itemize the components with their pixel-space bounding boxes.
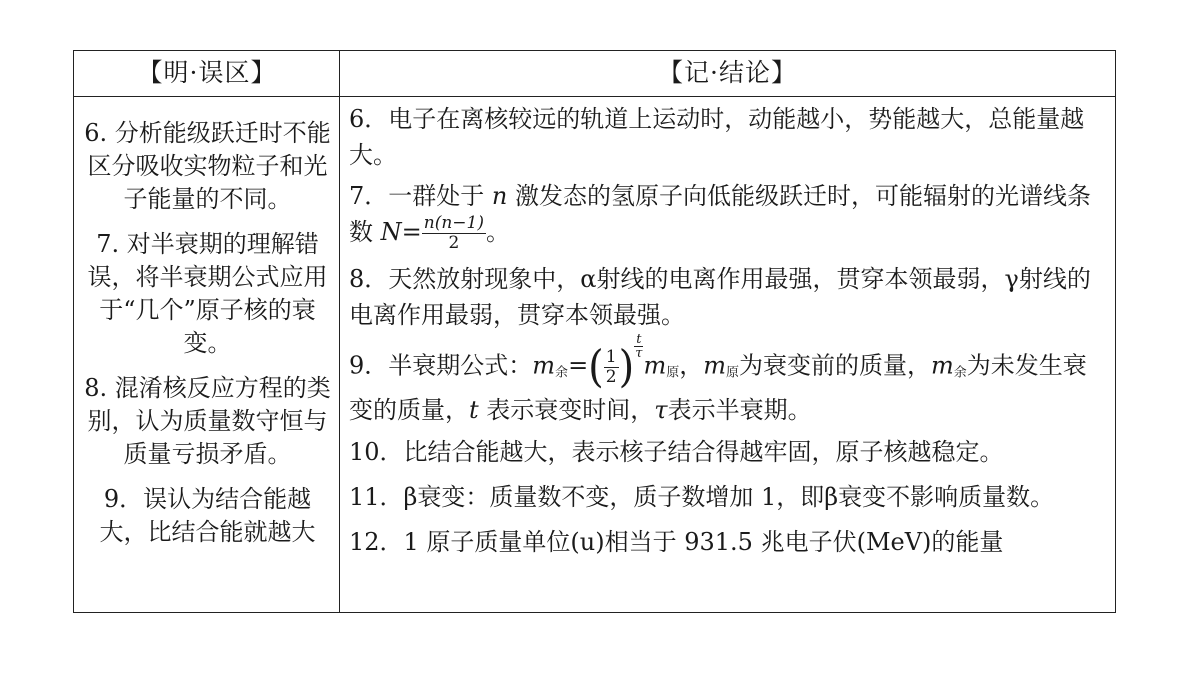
conclusion-item-7: 7．一群处于 n 激发态的氢原子向低能级跃迁时，可能辐射的光谱线条数 N= $\frac{n(n-1)}{2}$ 。 [349,182,1092,253]
exponent-t-over-tau: $\frac{t}{\tau}$ [635,332,643,361]
conclusion-item-6: 6．电子在离核较远的轨道上运动时，动能越小，势能越大，总能量越大。 [349,105,1085,169]
mistakes-column [74,97,339,612]
conclusion-item-8: 8．天然放射现象中，α射线的电离作用最强，贯穿本领最弱，γ射线的电离作用最弱，贯穿本领最强。 [349,265,1091,329]
header-conclusions: 【记·结论】 [340,51,1115,97]
mistake-item-6: 6. 分析能级跃迁时不能区分吸收实物粒子和光子能量的不同。 [84,119,331,213]
column-divider [339,51,340,612]
mistake-item-8: 8. 混淆核反应方程的类别，认为质量数守恒与质量亏损矛盾。 [84,374,331,468]
fraction-spectral-lines: $\frac{n(n-1)}{2}$ [423,213,484,253]
summary-table [73,50,1116,613]
conclusion-item-9: 9．半衰期公式：$m_余=$( $\frac{1}{2}$ ) $\frac{t}{\tau}$ $m_原$，$m_原$为衰变前的质量，$m_余$为未发生衰变的质量，t 表示衰变时间，τ表示半衰期。 [349,332,1087,424]
conclusion-item-12: 12．1 原子质量单位(u)相当于 931.5 兆电子伏(MeV)的能量 [349,527,1004,556]
fraction-one-half: $\frac{1}{2}$ [605,346,617,387]
mistake-item-7: 7. 对半衰期的理解错误，将半衰期公式应用于“几个”原子核的衰变。 [87,230,328,357]
mistake-item-9: 9．误认为结合能越大，比结合能就越大 [99,485,316,546]
conclusion-item-11: 11．β衰变：质量数不变，质子数增加 1，即β衰变不影响质量数。 [349,482,1055,511]
conclusion-item-10: 10．比结合能越大，表示核子结合得越牢固，原子核越稳定。 [349,437,1004,466]
header-mistakes: 【明·误区】 [74,51,340,97]
conclusions-column [341,97,1115,612]
